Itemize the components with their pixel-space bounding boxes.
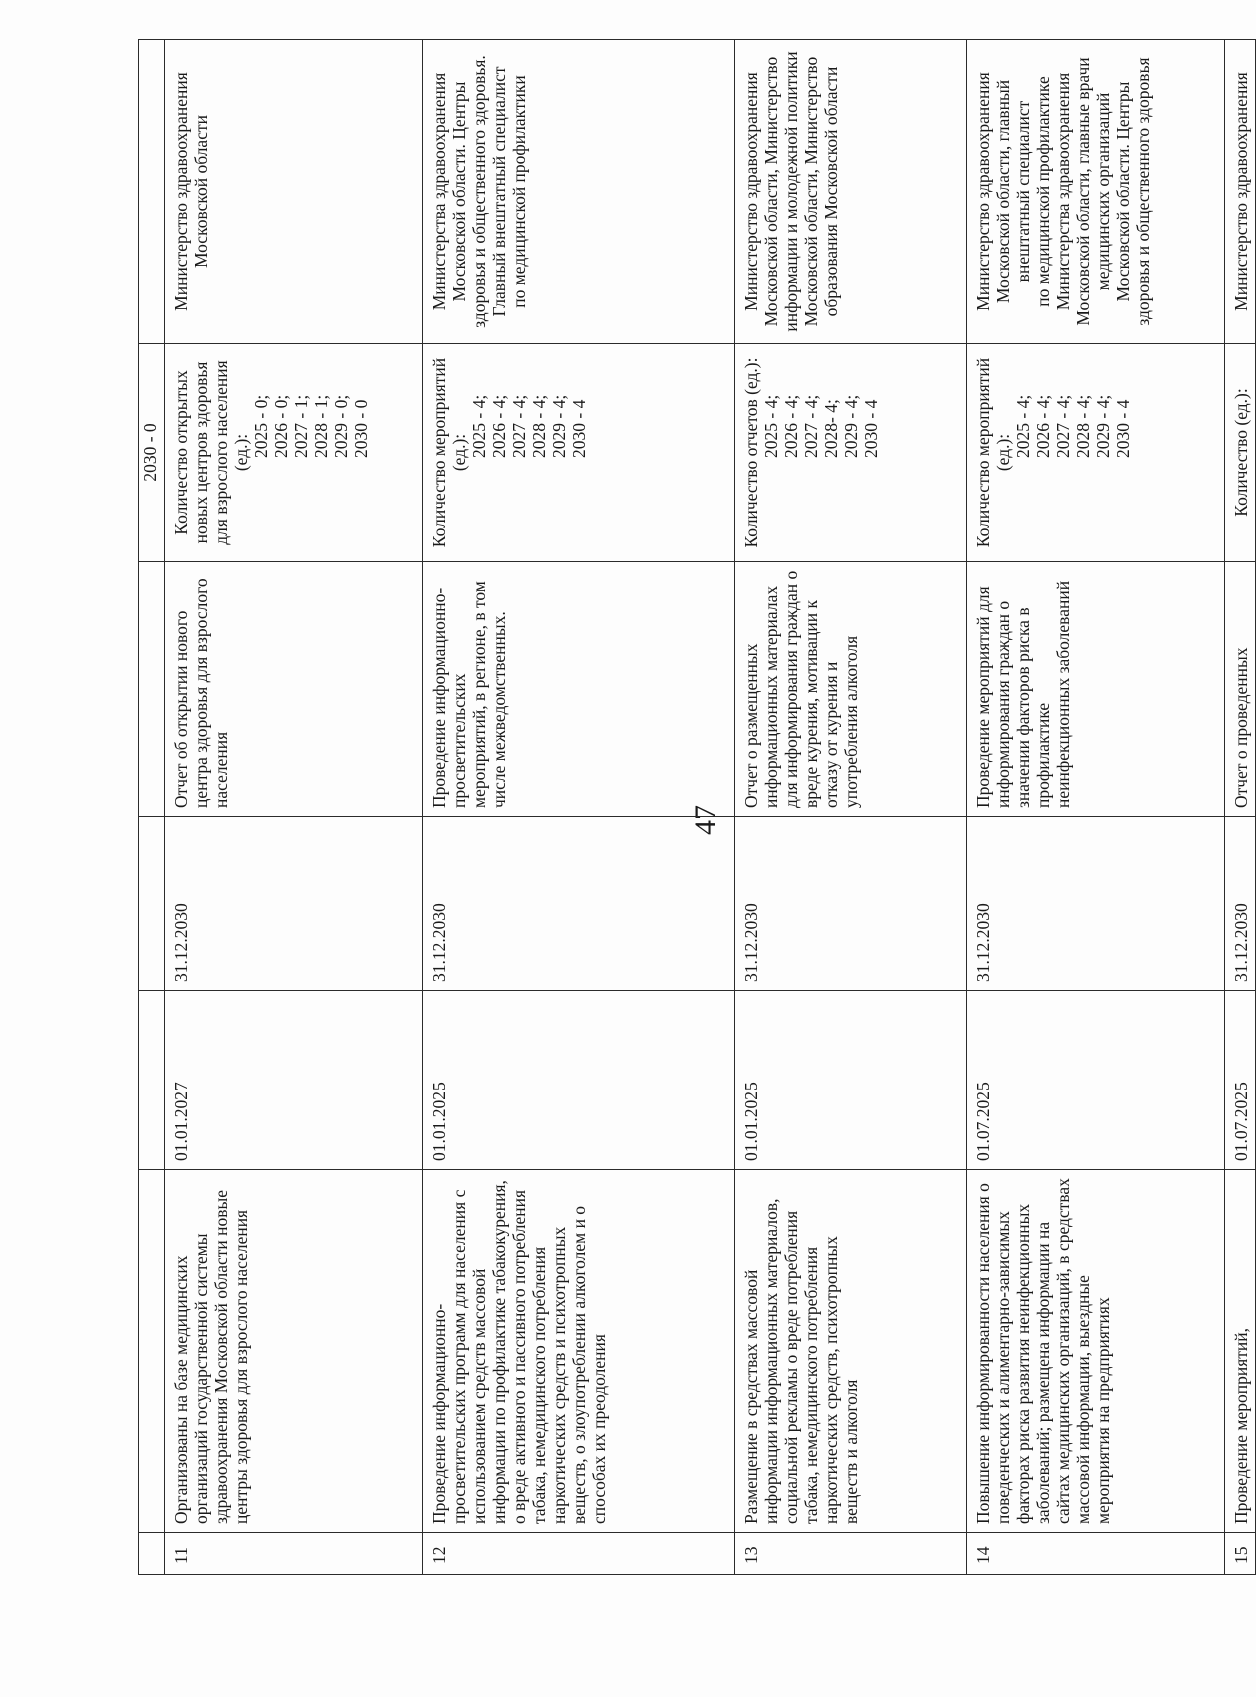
responsible-cell: [735, 40, 967, 344]
table-header-row: [139, 40, 165, 1575]
responsible-line: Министерства здравоохранения: [1053, 72, 1073, 311]
indicator-title: Количество мероприятий (ед.):: [429, 357, 469, 548]
activity-cell: Организованы на базе медицинских организаций государственной системы здравоохранения Московской области новые центры здоровья для взрослого населения: [165, 1170, 423, 1533]
indicator-title: Количество (ед.):: [1231, 388, 1251, 517]
header-cell-number: [139, 1533, 165, 1575]
result-cell: Проведение мероприятий для информирования граждан о значении факторов риска в профилактике неинфекционных заболеваний: [967, 562, 1225, 817]
indicator-year-value: 2027 - 4;: [1053, 394, 1073, 458]
header-cell-indicator: 2030 - 0: [139, 344, 165, 562]
responsible-line: здоровья и общественного здоровья: [1133, 57, 1153, 326]
indicator-year-value: 2028- 4;: [821, 399, 841, 458]
indicator-cell: [423, 344, 735, 562]
indicator-year-value: 2027 - 4;: [509, 394, 529, 458]
start-date-cell: 01.01.2025: [735, 991, 967, 1170]
header-cell-result: [139, 562, 165, 817]
start-date-cell: 01.01.2027: [165, 991, 423, 1170]
start-date-cell: 01.01.2025: [423, 991, 735, 1170]
header-cell-start: [139, 991, 165, 1170]
start-date-cell: 01.07.2025: [967, 991, 1225, 1170]
activity-cell: Проведение информационно-просветительских программ для населения с использованием средств массовой информации по профилактике табакокурения, о вреде активного и пассивного потребления табака, немедицинского потребления наркотических средств и психотропных веществ, о злоупотреблении алкоголем и о способах их преодоления: [423, 1170, 735, 1533]
header-cell-responsible: [139, 40, 165, 344]
indicator-year-value: 2030 - 4: [1113, 399, 1133, 458]
indicator-year-value: 2025 - 0;: [251, 394, 271, 458]
header-cell-activity: [139, 1170, 165, 1533]
result-cell: Проведение информационно-просветительских мероприятий, в регионе, в том числе межведомственных.: [423, 562, 735, 817]
table-row: [967, 40, 1225, 1575]
responsible-cell: [165, 40, 423, 344]
responsible-line: медицинских организаций: [1093, 92, 1113, 291]
responsible-line: Министерство здравоохранения: [1231, 72, 1251, 311]
table-row: [1225, 40, 1256, 1575]
indicator-year-value: 2028 - 1;: [311, 394, 331, 458]
result-cell: Отчет об открытии нового центра здоровья для взрослого населения: [165, 562, 423, 817]
indicator-year-value: 2029 - 0;: [331, 394, 351, 458]
responsible-cell: [423, 40, 735, 344]
indicator-year-value: 2026 - 4;: [489, 394, 509, 458]
end-date-cell: 31.12.2030: [165, 817, 423, 991]
indicator-year-value: 2026 - 4;: [781, 394, 801, 458]
responsible-line: информации и молодежной политики: [781, 51, 801, 332]
indicator-year-value: 2030 - 4: [569, 399, 589, 458]
responsible-line: Министерство здравоохранения: [741, 72, 761, 311]
indicator-title: Количество отчетов (ед.):: [741, 357, 761, 548]
header-cell-end: [139, 817, 165, 991]
row-number: 11: [165, 1533, 423, 1575]
responsible-line: по медицинской профилактики: [509, 75, 529, 308]
result-cell: Отчет о размещенных информационных материалах для информирования граждан о вреде курения, мотивации к отказу от курения и употребления алкоголя: [735, 562, 967, 817]
start-date-cell: 01.07.2025: [1225, 991, 1256, 1170]
rotated-table-container: [138, 40, 1251, 1575]
indicator-year-value: 2028 - 4;: [529, 394, 549, 458]
responsible-line: Московской области. Центры: [1113, 81, 1133, 302]
table-row: [735, 40, 967, 1575]
indicator-cell: [967, 344, 1225, 562]
indicator-year-value: 2027 - 1;: [291, 394, 311, 458]
indicator-year-value: 2029 - 4;: [841, 394, 861, 458]
responsible-cell: [967, 40, 1225, 344]
page-number: 47: [689, 805, 722, 835]
end-date-cell: 31.12.2030: [967, 817, 1225, 991]
result-cell: Отчет о проведенных: [1225, 562, 1256, 817]
responsible-line: Московской области, главные врачи: [1073, 57, 1093, 326]
indicator-cell: [1225, 344, 1256, 562]
indicator-year-value: 2030 - 0: [351, 399, 371, 458]
responsible-line: Главный внештатный специалист: [489, 66, 509, 317]
activity-cell: Повышение информированности населения о поведенческих и алиментарно-зависимых факторах риска развития неинфекционных заболеваний; размещена информации на сайтах медицинских организаций, в средствах массовой информации, выездные мероприятия на предприятиях: [967, 1170, 1225, 1533]
responsible-line: Министерство здравоохранения: [973, 72, 993, 311]
responsible-line: Московской области, Министерство: [801, 56, 821, 327]
responsible-line: Московской области. Центры: [449, 81, 469, 302]
row-number: 14: [967, 1533, 1225, 1575]
table-row: [165, 40, 423, 1575]
indicator-year-value: 2026 - 0;: [271, 394, 291, 458]
responsible-line: Московской области, главный: [993, 79, 1013, 304]
responsible-cell: [1225, 40, 1256, 344]
indicator-year-value: 2028 - 4;: [1073, 394, 1093, 458]
responsible-line: здоровья и общественного здоровья.: [469, 55, 489, 328]
indicator-year-value: 2025 - 4;: [1013, 394, 1033, 458]
table-row: [423, 40, 735, 1575]
responsible-line: Московской области, Министерство: [761, 56, 781, 327]
measures-table: [138, 39, 1256, 1575]
responsible-line: Министерство здравоохранения: [171, 72, 191, 311]
indicator-cell: [165, 344, 423, 562]
responsible-line: по медицинской профилактике: [1033, 76, 1053, 307]
responsible-line: Московской области: [191, 115, 211, 268]
indicator-year-value: 2027 - 4;: [801, 394, 821, 458]
row-number: 15: [1225, 1533, 1256, 1575]
indicator-title: Количество мероприятий (ед.):: [973, 357, 1013, 548]
indicator-year-value: 2026 - 4;: [1033, 394, 1053, 458]
end-date-cell: 31.12.2030: [423, 817, 735, 991]
indicator-title: Количество открытых новых центров здоровья для взрослого населения (ед.):: [171, 360, 251, 545]
responsible-line: образования Московской области: [821, 66, 841, 317]
indicator-cell: [735, 344, 967, 562]
indicator-year-value: 2025 - 4;: [469, 394, 489, 458]
row-number: 12: [423, 1533, 735, 1575]
row-number: 13: [735, 1533, 967, 1575]
responsible-line: Министерства здравоохранения: [429, 72, 449, 311]
indicator-year-value: 2029 - 4;: [1093, 394, 1113, 458]
responsible-line: внештатный специалист: [1013, 100, 1033, 283]
end-date-cell: 31.12.2030: [1225, 817, 1256, 991]
indicator-year-value: 2030 - 4: [861, 399, 881, 458]
activity-cell: Размещение в средствах массовой информации информационных материалов, социальной рекламы о вреде потребления табака, немедицинского потребления наркотических средств, психотропных веществ и алкоголя: [735, 1170, 967, 1533]
activity-cell: Проведение мероприятий,: [1225, 1170, 1256, 1533]
indicator-year-value: 2029 - 4;: [549, 394, 569, 458]
end-date-cell: 31.12.2030: [735, 817, 967, 991]
indicator-year-value: 2025 - 4;: [761, 394, 781, 458]
